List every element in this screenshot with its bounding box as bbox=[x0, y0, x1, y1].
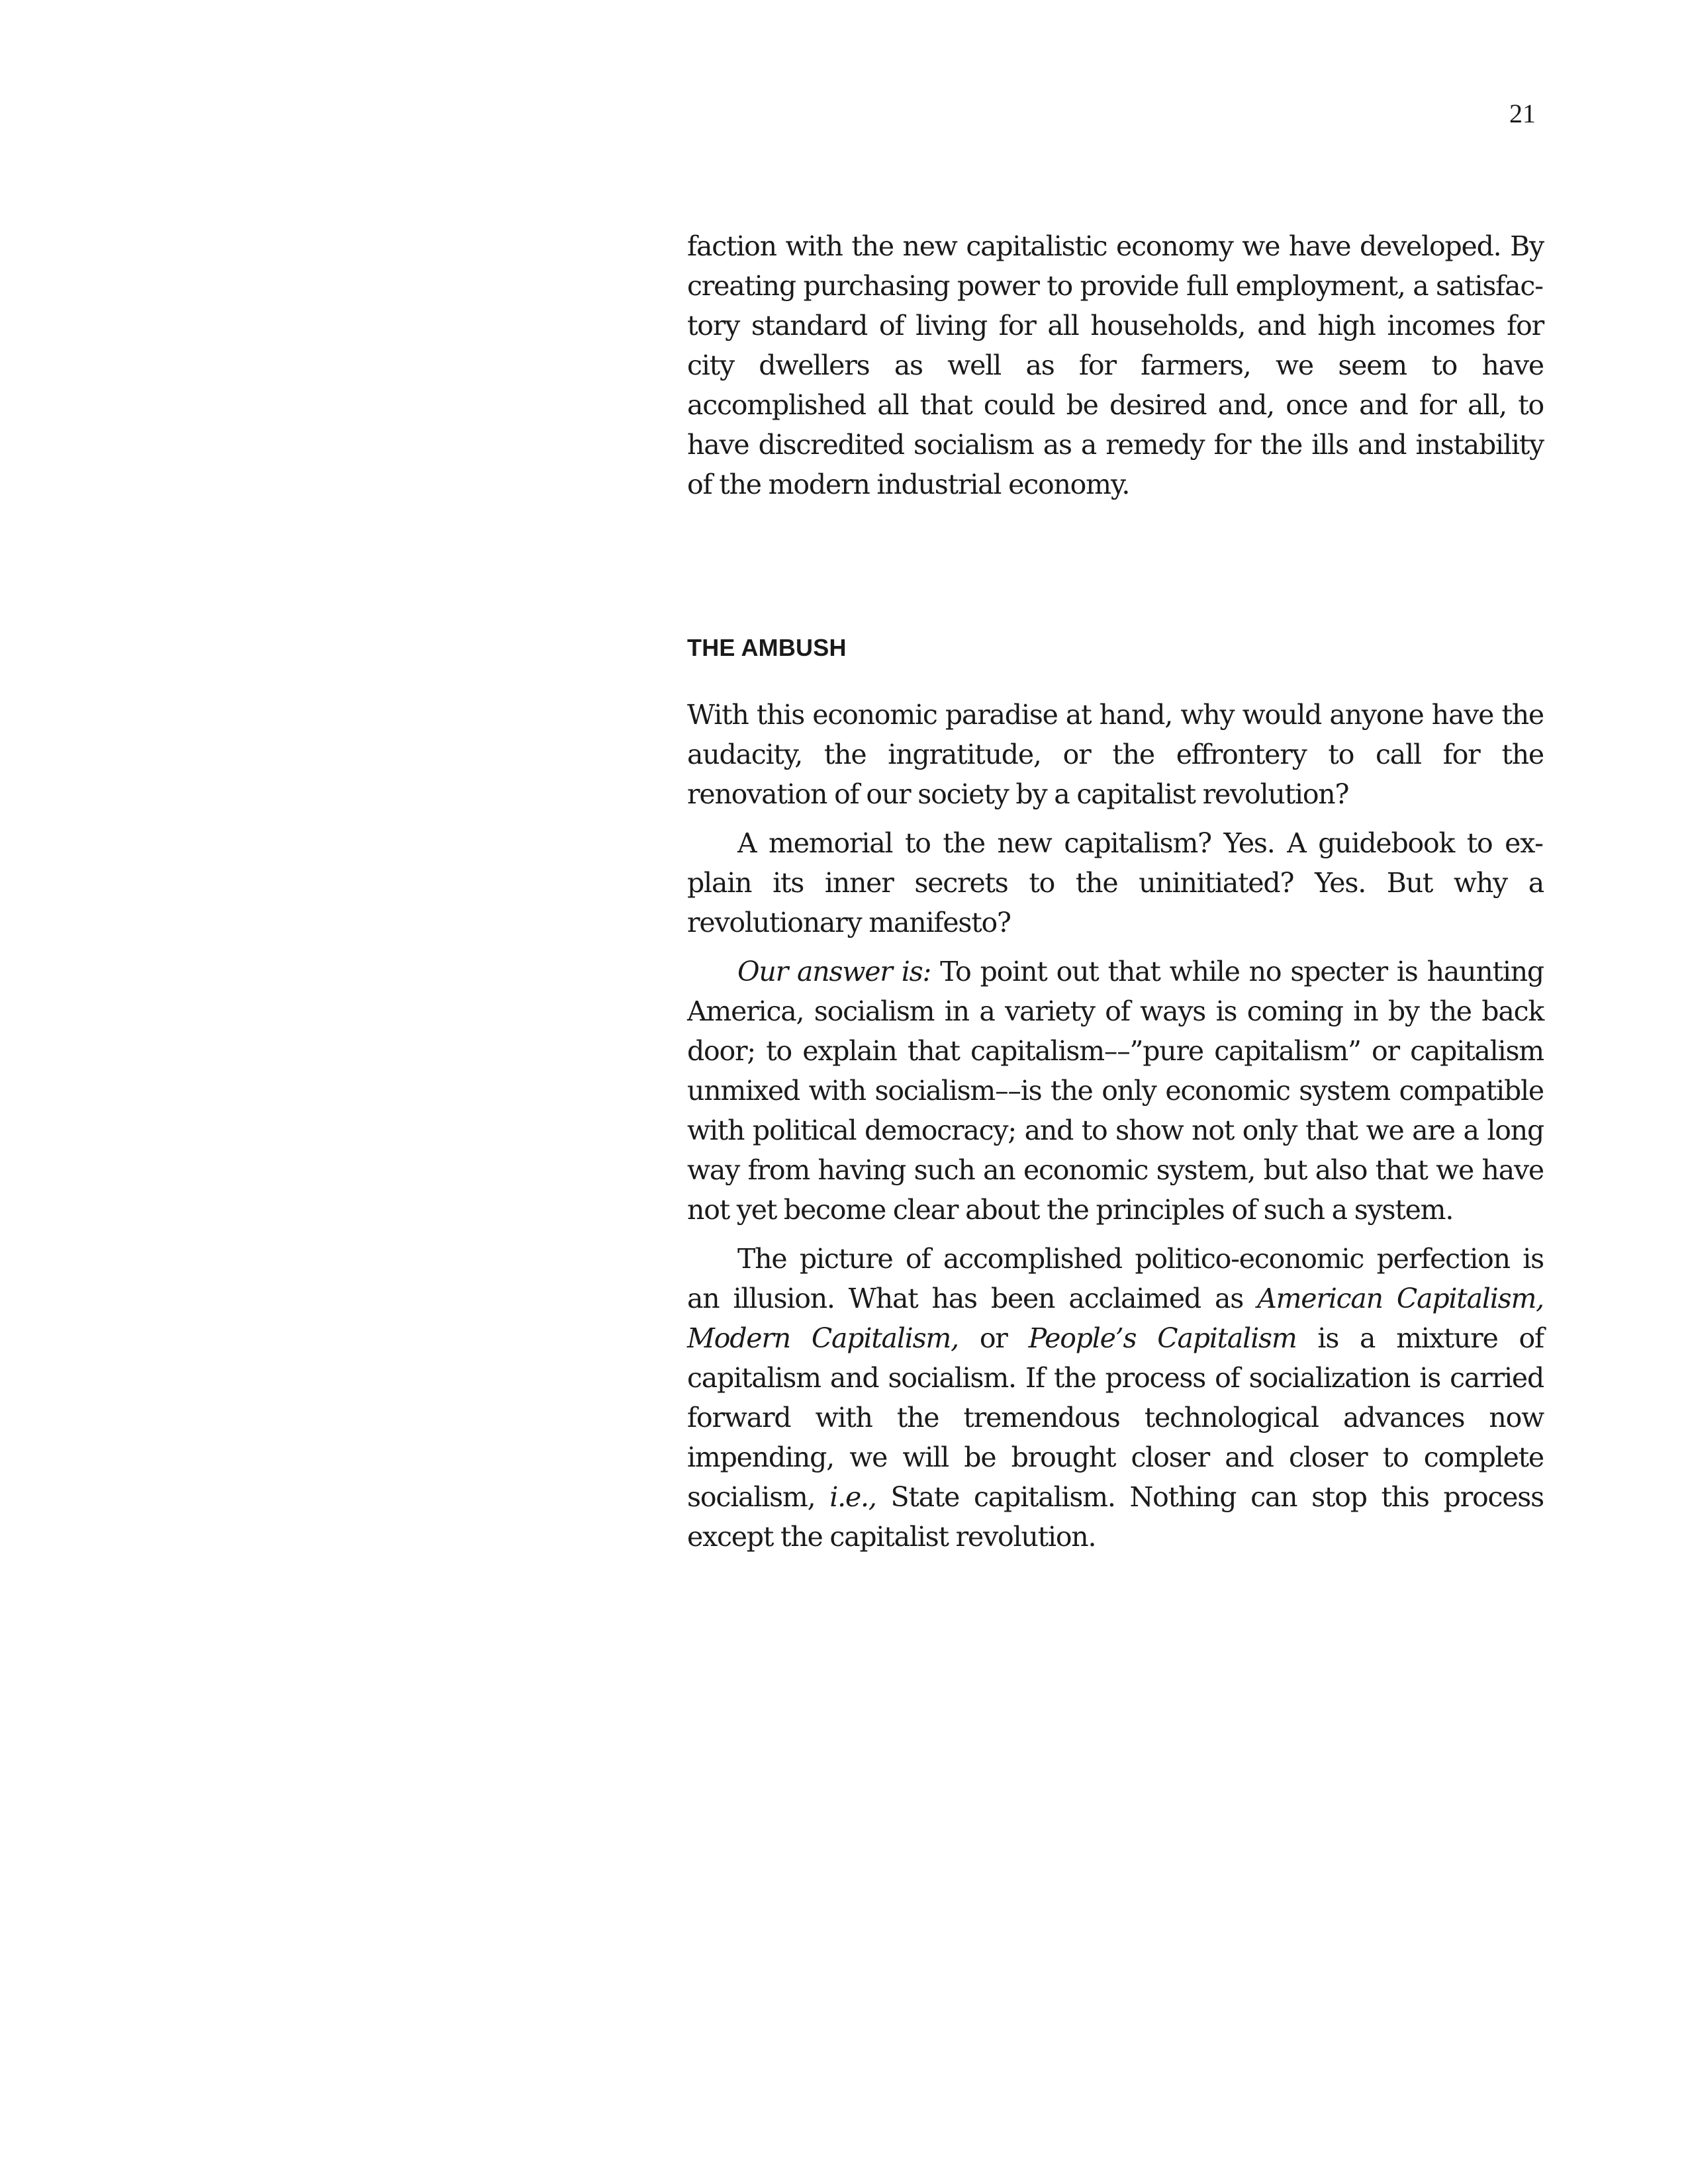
paragraph-4-emphasis-3: i.e., bbox=[829, 1481, 876, 1513]
section-heading: THE AMBUSH bbox=[687, 634, 847, 661]
opening-paragraph: faction with the new capitalistic economy we have developed. By creating purchasing power to provide full employment, a satisfactory standard of living for all households, and high incomes for city dwellers as well as for farmers, we seem to have accomplished all that could be desired and, once and for all, to have discredited socialism as a remedy for the ills and instability of the modern industrial economy. bbox=[687, 230, 1544, 500]
paragraph-3-lead: Our answer is: bbox=[737, 956, 931, 987]
paragraph-4-emphasis-2: People’s Capitalism bbox=[1028, 1322, 1297, 1354]
paragraph-2: A memorial to the new capitalism? Yes. A guidebook to explain its inner secrets to the uninitiated? Yes. But why a revolutionary manifesto? bbox=[687, 827, 1544, 938]
page-number: 21 bbox=[1509, 99, 1536, 128]
paragraph-4-text-4: State capitalism. Nothing can stop this process except the capitalist revolution. bbox=[687, 1481, 1544, 1553]
paragraph-3 bbox=[687, 952, 1544, 1230]
opening-paragraph-block bbox=[687, 226, 1544, 504]
paragraph-4-text-2: or bbox=[958, 1322, 1029, 1354]
paragraph-4-text-3: is a mixture of capitalism and socialism. If the process of socialization is carried forward with the tremendous technological advances now impending, we will be brought closer and closer to complete socialism, bbox=[687, 1322, 1544, 1513]
section-body bbox=[687, 695, 1544, 1557]
paragraph-4-text-1: The picture of accomplished politico-economic perfection is an illusion. What has been acclaimed as bbox=[687, 1243, 1544, 1314]
paragraph-3-body: To point out that while no specter is haunting America, socialism in a variety of ways is coming in by the back door; to explain that capitalism––”pure capitalism” or capitalism unmixed with socialism––is the only economic system compatible with political democracy; and to show not only that we are a long way from having such an economic system, but also that we have not yet become clear about the principles of such a system. bbox=[687, 956, 1544, 1226]
paragraph-4-emphasis-1: American Capitalism, Modern Capitalism, bbox=[687, 1283, 1544, 1354]
paragraph-4 bbox=[687, 1239, 1544, 1557]
paragraph-1: With this economic paradise at hand, why would anyone have the audacity, the ingratitude, or the effrontery to call for the renovation of our society by a capitalist revolution? bbox=[687, 699, 1544, 810]
